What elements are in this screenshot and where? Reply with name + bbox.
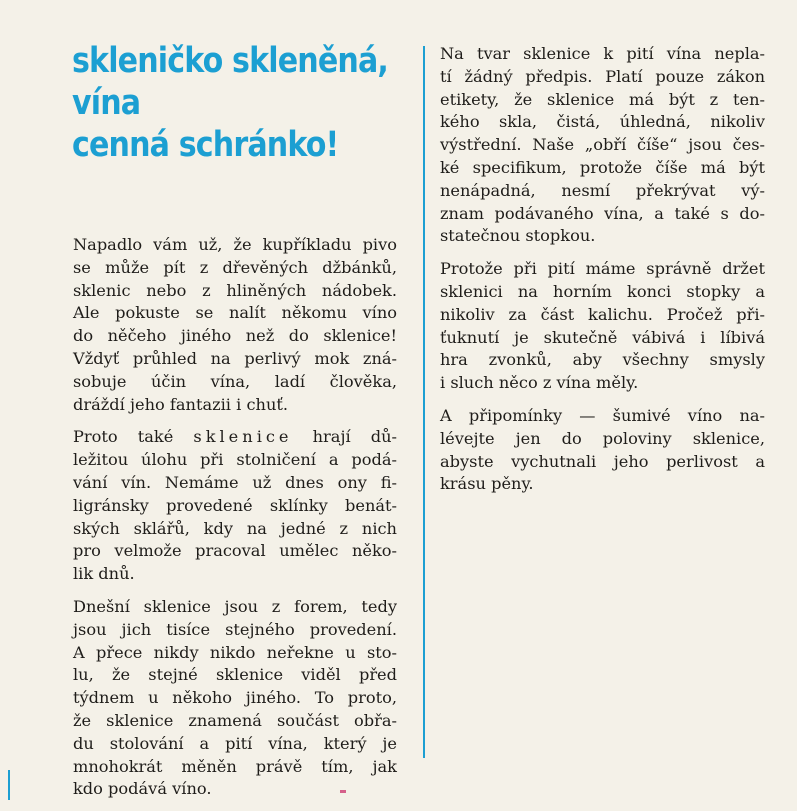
spaced-word: sklenice: [193, 427, 293, 447]
right-column: [440, 43, 765, 506]
text-line: výstřední. Naše „obří číše“ jsou čes-: [440, 135, 765, 155]
text-line: nikoliv za část kalichu. Pročež při-: [440, 304, 765, 324]
text-line: sklenic nebo z hliněných nádobek.: [73, 280, 397, 300]
text-line: dráždí jeho fantazii i chuť.: [73, 394, 289, 414]
text-line: Vždyť průhled na perlivý mok zná-: [73, 348, 397, 368]
text-line: týdnem u někoho jiného. To proto,: [73, 688, 397, 708]
text-line: hra zvonků, aby všechny smysly: [440, 350, 765, 370]
text-line: [73, 426, 397, 449]
text-line: do něčeho jiného než do sklenice!: [73, 326, 397, 346]
column-divider-rule: [423, 46, 425, 758]
text-line: ké specifikum, protože číše má být: [440, 157, 765, 177]
text-line: du stolování a pití vína, který je: [73, 733, 397, 753]
text-line: ťuknutí je skutečně vábivá i líbivá: [440, 327, 765, 347]
text-line: kého skla, čistá, úhledná, nikoliv: [440, 112, 765, 132]
text-line: nenápadná, nesmí překrývat vý-: [440, 180, 765, 200]
text-line: krásu pěny.: [440, 474, 534, 494]
text-line: etikety, že sklenice má být z ten-: [440, 89, 765, 109]
paragraph-1: [73, 234, 397, 416]
text-line: ležitou úlohu při stolničení a podá-: [73, 450, 397, 470]
text-line: ských sklářů, kdy na jedné z nich: [73, 518, 397, 538]
text-line: kdo podává víno.: [73, 779, 212, 799]
paragraph-3: [73, 596, 397, 801]
paragraph-4: [440, 43, 765, 248]
text-run: Proto také: [73, 427, 174, 447]
text-line: A přece nikdy nikdo neřekne u sto-: [73, 642, 397, 662]
text-line: statečnou stopkou.: [440, 226, 596, 246]
left-column: [73, 234, 397, 811]
text-line: sobuje účin vína, ladí člověka,: [73, 371, 397, 391]
paragraph-2: [73, 426, 397, 586]
text-line: lu, že stejné sklenice viděl před: [73, 665, 397, 685]
title-line-1: skleničko skleněná,: [72, 41, 388, 81]
text-run: hrají dů-: [312, 427, 397, 447]
text-line: tí žádný předpis. Platí pouze zákon: [440, 66, 765, 86]
paragraph-6: [440, 405, 765, 496]
text-line: že sklenice znamená součást obřa-: [73, 710, 397, 730]
text-line: abyste vychutnali jeho perlivost a: [440, 451, 765, 471]
text-line: i sluch něco z vína měly.: [440, 373, 639, 393]
text-line: se může pít z dřevěných džbánků,: [73, 257, 397, 277]
text-line: vání vín. Nemáme už dnes ony fi-: [73, 472, 397, 492]
text-line: pro velmože pracoval umělec něko-: [73, 541, 397, 561]
text-line: Protože při pití máme správně držet: [440, 259, 765, 279]
text-line: Ale pokuste se nalít někomu víno: [73, 303, 397, 323]
title-line-3: cenná schránko!: [72, 125, 339, 165]
text-line: lévejte jen do poloviny sklenice,: [440, 428, 765, 448]
title-line-2: vína: [72, 83, 141, 123]
text-line: mnohokrát měněn právě tím, jak: [73, 756, 397, 776]
text-line: ligránsky provedené sklínky benát-: [73, 495, 397, 515]
paragraph-5: [440, 258, 765, 395]
text-line: A připomínky — šumivé víno na-: [440, 405, 765, 425]
text-line: Na tvar sklenice k pití vína nepla-: [440, 44, 765, 63]
text-line: lik dnů.: [73, 564, 135, 584]
text-line: znam podávaného vína, a také s do-: [440, 203, 765, 223]
page-title: [72, 40, 388, 166]
text-line: Napadlo vám už, že kupříkladu pivo: [73, 235, 397, 254]
text-line: jsou jich tisíce stejného provedení.: [73, 619, 397, 639]
corner-rule: [8, 770, 10, 800]
text-line: sklenici na horním konci stopky a: [440, 281, 765, 301]
text-line: Dnešní sklenice jsou z forem, tedy: [73, 596, 397, 616]
